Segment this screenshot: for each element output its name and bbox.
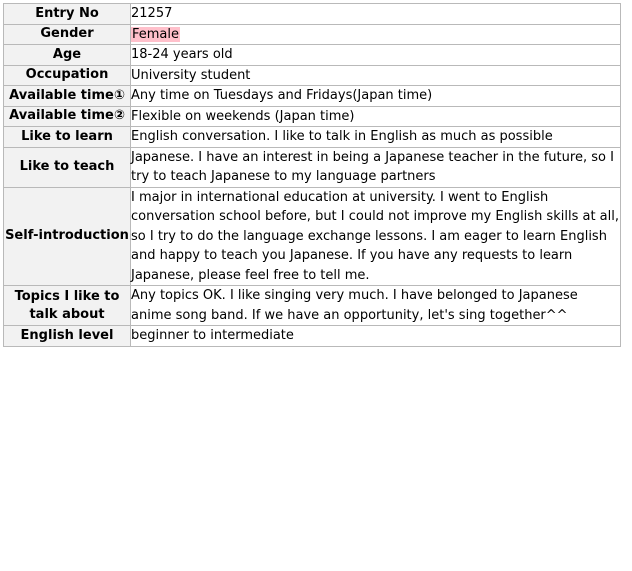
row-value-occupation: University student <box>131 65 621 86</box>
table-row <box>4 65 621 86</box>
table-row <box>4 187 621 286</box>
row-label-english-level: English level <box>4 326 131 347</box>
row-value-entry-no: 21257 <box>131 4 621 25</box>
row-value-age: 18-24 years old <box>131 45 621 66</box>
table-row <box>4 147 621 187</box>
profile-table <box>3 3 621 347</box>
gender-highlight: Female <box>132 26 180 42</box>
row-label-topics: Topics I like to talk about <box>4 286 131 326</box>
row-value-available-time-1: Any time on Tuesdays and Fridays(Japan time) <box>131 86 621 107</box>
table-row <box>4 326 621 347</box>
table-row <box>4 24 621 45</box>
table-row <box>4 4 621 25</box>
table-row <box>4 45 621 66</box>
row-label-occupation: Occupation <box>4 65 131 86</box>
table-row <box>4 286 621 326</box>
row-label-self-introduction: Self-introduction <box>4 187 131 286</box>
row-value-like-to-teach: Japanese. I have an interest in being a Japanese teacher in the future, so I try to teach Japanese to my language partners <box>131 147 621 187</box>
row-value-topics: Any topics OK. I like singing very much. I have belonged to Japanese anime song band. If we have an opportunity, let's sing together^^ <box>131 286 621 326</box>
row-label-like-to-teach: Like to teach <box>4 147 131 187</box>
row-label-available-time-2: Available time② <box>4 106 131 127</box>
row-label-available-time-1: Available time① <box>4 86 131 107</box>
row-value-self-introduction: I major in international education at university. I went to English conversation school before, but I could not improve my English skills at all, so I try to do the language exchange lessons. I am eager to learn English and happy to teach you Japanese. If you have any requests to learn Japanese, please feel free to tell me. <box>131 187 621 286</box>
row-value-like-to-learn: English conversation. I like to talk in English as much as possible <box>131 127 621 148</box>
row-value-available-time-2: Flexible on weekends (Japan time) <box>131 106 621 127</box>
table-row <box>4 127 621 148</box>
row-value-gender <box>131 24 621 45</box>
table-row <box>4 86 621 107</box>
row-value-english-level: beginner to intermediate <box>131 326 621 347</box>
row-label-like-to-learn: Like to learn <box>4 127 131 148</box>
row-label-gender: Gender <box>4 24 131 45</box>
table-row <box>4 106 621 127</box>
row-label-age: Age <box>4 45 131 66</box>
profile-table-body <box>4 4 621 347</box>
row-label-entry-no: Entry No <box>4 4 131 25</box>
